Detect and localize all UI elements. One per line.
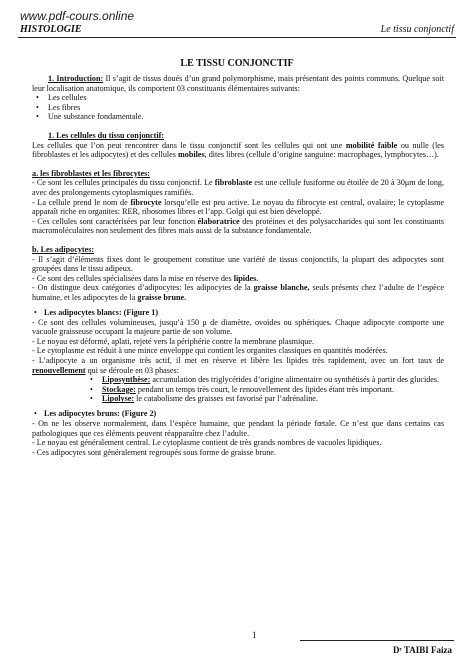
phases-list bbox=[32, 375, 444, 404]
document-body bbox=[32, 74, 444, 457]
intro-paragraph bbox=[32, 74, 444, 93]
cells-bold: mobilité faible bbox=[345, 140, 398, 150]
fibro-heading: a. les fibroblastes et les fibrocytes: bbox=[32, 168, 150, 178]
phase-text: le catabolisme des graisses est favorisé par l’adrénaline. bbox=[134, 394, 318, 404]
bruns-heading: Les adipocytes bruns: (Figure 2) bbox=[44, 409, 157, 419]
cells-heading-line bbox=[32, 131, 444, 141]
bruns-line-3: - Ces adipocytes sont généralement regroupés sous forme de graisse brune. bbox=[32, 447, 276, 457]
blancs-line-3: - Le cytoplasme est réduit à une mince enveloppe qui contient les organites classiques en quantités modérées. bbox=[32, 346, 388, 356]
phase-label: Liposynthèse: bbox=[102, 375, 151, 385]
intro-heading: 1. Introduction: bbox=[48, 74, 104, 83]
adipo-bold: graisse blanche, bbox=[253, 283, 310, 293]
page-title: LE TISSU CONJONCTIF bbox=[180, 58, 294, 69]
list-item: • Les fibres bbox=[32, 103, 444, 113]
adipo-text: - On distingue deux catégories d’adipocytes: les adipocytes de la bbox=[32, 283, 254, 293]
header-rule bbox=[18, 37, 456, 38]
blancs-heading-line bbox=[32, 308, 444, 318]
adipo-heading: b. Les adipocytes: bbox=[32, 244, 95, 254]
blancs-heading: Les adipocytes blancs: (Figure 1) bbox=[44, 307, 159, 317]
adipo-text: seuls présents chez l’adulte de l’espèce humaine, et les adipocytes de la bbox=[32, 283, 444, 302]
adipo-bold: lipides. bbox=[233, 273, 259, 283]
bruns-heading-line bbox=[32, 409, 444, 419]
blancs-line-1: - Ce sont des cellules volumineuses, jusqu’à 150 μ de diamètre, ovoïdes ou sphériques. Chaque adipocyte comporte une vacuole graisseuse occupant la majeure partie de son volume. bbox=[32, 317, 444, 337]
cells-paragraph bbox=[32, 141, 444, 160]
bruns-line-1: - On ne les observe normalement, dans l’espèce humaine, que pendant la période fœtale. Ce n’est que dans certains cas pathologiques que ces éléments peuvent réapparaître chez l’adulte. bbox=[32, 419, 444, 438]
fibro-text: est une cellule fusiforme ou étoilée de 20 à 30μm de long, avec des prolongements cytoplasmiques ramifiés. bbox=[32, 178, 444, 197]
cells-bold: mobiles bbox=[177, 150, 205, 160]
blancs-line-4 bbox=[32, 356, 444, 375]
list-item: • Les cellules bbox=[32, 93, 444, 103]
author-name: Dʳ TAIBI Faiza bbox=[393, 645, 452, 655]
blancs-text: - L’adipocyte a un organisme très actif, il met en réserve et libère les lipides très rapidement, avec un fort taux de bbox=[32, 355, 444, 365]
cells-text: Les cellules que l’on peut rencontrer dans le tissu conjonctif sont les cellules qui ont une bbox=[32, 140, 346, 150]
list-item bbox=[90, 385, 444, 395]
list-item bbox=[90, 375, 444, 385]
phase-label: Lipolyse: bbox=[102, 394, 135, 404]
phase-text: pendant un temps très court, le renouvellement des lipides étant très important. bbox=[135, 384, 394, 394]
adipo-bold: graisse brune. bbox=[137, 292, 187, 302]
fibro-text: des protéines et des polysaccharides qui sont les constituants macromoléculaires non seulement des fibres mais aussi de la substance fondamentale. bbox=[32, 216, 444, 236]
phase-text: accumulation des triglycérides d’origine alimentaire ou synthétisés à partir des glucides. bbox=[150, 375, 440, 385]
blancs-bold: renouvellement bbox=[32, 365, 86, 375]
fibro-line-2 bbox=[32, 198, 444, 217]
site-watermark: www.pdf-cours.online bbox=[20, 9, 135, 23]
fibro-bold: fibrocyte bbox=[130, 197, 162, 207]
intro-text: Il s’agit de tissus doués d’un grand polymorphisme, mais présentant des points communs. Quelque soit leur localisation anatomique, ils comportent 03 constituants élémentaires suivants: bbox=[32, 74, 444, 93]
adipo-text: - Ce sont des cellules spécialisées dans la mise en réserve des bbox=[32, 273, 234, 283]
footer-rule bbox=[300, 640, 454, 641]
adipo-line-3 bbox=[32, 283, 444, 302]
fibro-text: - Ce sont les cellules principales du tissu conjonctif. Le bbox=[32, 178, 215, 188]
fibro-text: - Ces cellules sont caractérisées par leur fonction bbox=[32, 216, 198, 226]
fibro-text: lorsqu’elle est peu active. Le noyau du fibrocyte est central, ovalaire; le cytoplasme apparaît riche en organites: RER, ribosomes libres et l’app. Golgi qui est bien développé. bbox=[32, 197, 444, 217]
fibro-line-1 bbox=[32, 178, 444, 197]
adipo-heading-line bbox=[32, 245, 444, 255]
header-chapter: Le tissu conjonctif bbox=[380, 24, 454, 35]
adipo-line-1: - Il s’agit d’éléments fixes dont le groupement constitue une variété de tissus conjonctifs, la plupart des adipocytes sont groupées dans le tissu adipeux. bbox=[32, 254, 444, 274]
page-number: 1 bbox=[252, 630, 257, 640]
fibro-line-3 bbox=[32, 217, 444, 236]
fibro-heading-line bbox=[32, 169, 444, 179]
blancs-text: qui se déroule en 03 phases: bbox=[85, 365, 179, 375]
cells-text: ou nulle (les fibroblastes et les adipocytes) et des cellules bbox=[32, 140, 445, 160]
fibro-text: - La cellule prend le nom de bbox=[32, 197, 131, 207]
bruns-line-2: - Le noyau est généralement central. Le cytoplasme contient de très grands nombres de vacuoles lipidiques. bbox=[32, 438, 382, 448]
adipo-line-2 bbox=[32, 274, 444, 284]
constituents-list bbox=[32, 93, 444, 122]
phase-label: Stockage: bbox=[102, 384, 136, 394]
cells-text: , dites libres (cellule d’origine sanguine: macrophages, lymphocytes…). bbox=[204, 150, 439, 160]
list-item: • Une substance fondamentale. bbox=[32, 112, 444, 122]
list-item bbox=[90, 394, 444, 404]
fibro-bold: élaboratrice bbox=[197, 216, 240, 226]
header-subject: HISTOLOGIE bbox=[20, 24, 82, 35]
fibro-bold: fibroblaste bbox=[214, 178, 253, 188]
blancs-line-2: - Le noyau est déformé, aplati, rejeté vers la périphérie contre la membrane plasmique. bbox=[32, 336, 314, 346]
cells-heading: 1. Les cellules du tissu conjonctif: bbox=[48, 130, 165, 140]
